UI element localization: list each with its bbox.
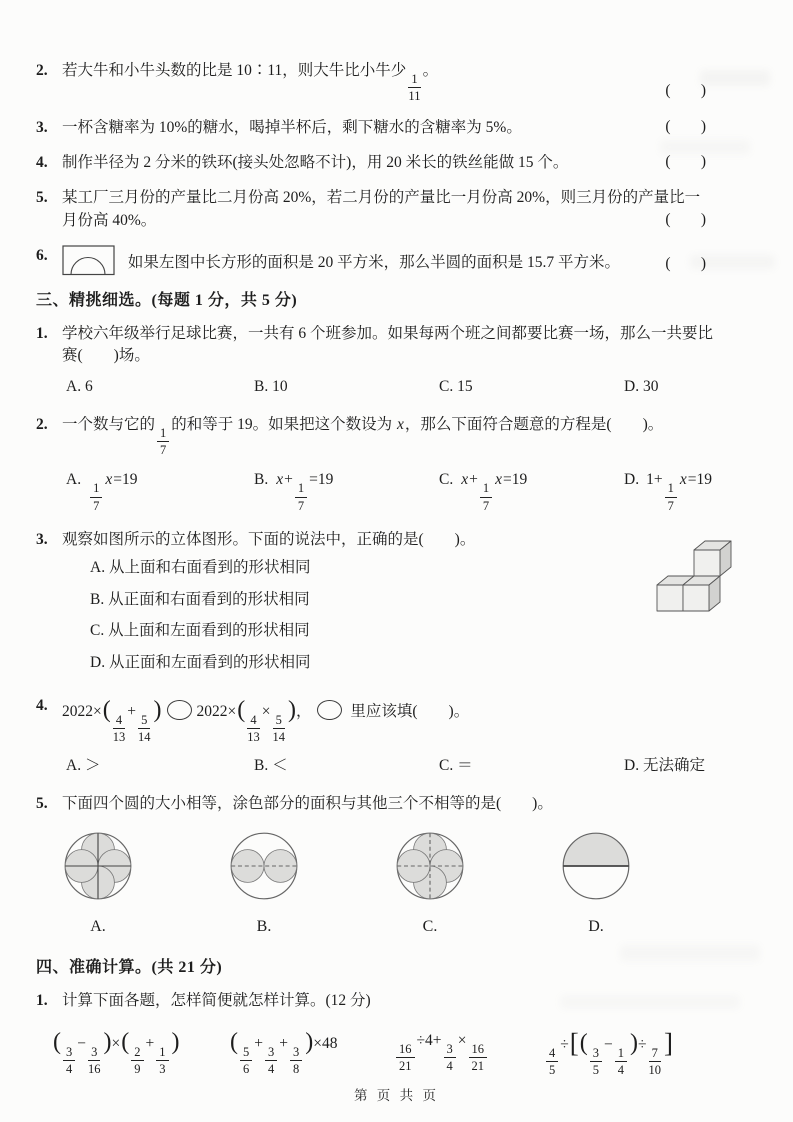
page-content (36, 60, 753, 1090)
tf-item-3 (36, 117, 753, 139)
option-c: C. 从上面和左面看到的形状相同 (90, 622, 310, 640)
question-text: 一个数与它的 $\frac{1}{7}$ 的和等于 19。如果把这个数设为 x，那么下面符合题意的方程是( )。 (62, 415, 664, 458)
s-band-circle-dashed-line (224, 826, 304, 906)
tf-item-2 (36, 60, 753, 104)
mc-question-4 (36, 695, 753, 781)
option-b: B. x+ $\frac{1}{7}$ =19 (254, 471, 334, 513)
item-number: 2. (36, 62, 48, 79)
mc-question-5 (36, 793, 753, 940)
answer-bracket: ( ) (665, 152, 707, 170)
item-number: 2. (36, 415, 48, 433)
circle-figures-row (58, 826, 713, 939)
item-number: 4. (36, 153, 48, 171)
tf-item-6 (36, 245, 753, 276)
item-text: 制作半径为 2 分米的铁环(接头处忽略不计)，用 20 米长的铁丝能做 15 个。 (62, 153, 569, 171)
rect-semicircle-figure (62, 245, 116, 276)
mc-question-1 (36, 323, 753, 402)
options-row (66, 376, 713, 398)
calculation-section (36, 990, 753, 1078)
option-d: D. 无法确定 (624, 756, 705, 774)
item-text: 若大牛和小牛头数的比是 10∶11，则大牛比小牛少 $\frac{1}{11}$ 。 (62, 62, 439, 104)
item-number: 3. (36, 530, 48, 548)
item-text: 一杯含糖率为 10%的糖水，喝掉半杯后，剩下糖水的含糖率为 5%。 (62, 118, 522, 136)
option-c: C. 15 (439, 377, 473, 395)
question-text: 2022×( $\frac{4}{13}$ + $\frac{5}{14}$ ) 2022×( $\frac{4}{13}$ × $\frac{5}{14}$ )， 里应该填( )。 (62, 697, 470, 745)
circle-figure-d (556, 826, 636, 939)
option-d: D. 30 (624, 377, 659, 395)
option-d: D. 从正面和左面看到的形状相同 (90, 653, 311, 671)
item-number: 4. (36, 697, 48, 715)
multiple-choice-section (36, 323, 753, 941)
half-shaded-circle (556, 826, 636, 906)
figure-label: B. (256, 918, 272, 936)
tf-item-5 (36, 187, 753, 232)
answer-bracket: ( ) (665, 117, 707, 135)
options-list (90, 557, 713, 674)
circle-figure-a (58, 826, 138, 939)
expression-4: $\frac{4}{5}$ ÷[( $\frac{3}{5}$ − $\frac{1}{4}$ )÷ $\frac{7}{10}$ ] (544, 1026, 713, 1078)
section-3-title: 三、精挑细选。(每题 1 分，共 5 分) (36, 292, 298, 310)
circle-figure-c (390, 826, 470, 939)
option-d: D. 1+ $\frac{1}{7}$ x=19 (624, 471, 712, 513)
page-footer: 第 页 共 页 (353, 1088, 440, 1104)
option-c: C. ＝ (439, 756, 473, 774)
option-b: B. 从正面和右面看到的形状相同 (90, 590, 310, 608)
item-number: 5. (36, 189, 48, 207)
question-text: 计算下面各题，怎样简便就怎样计算。(12 分) (62, 991, 371, 1009)
options-row (66, 755, 713, 777)
option-c: C. x+ $\frac{1}{7}$ x=19 (439, 471, 528, 513)
pinwheel-circle-solid-cross (58, 826, 138, 906)
item-number: 6. (36, 247, 48, 265)
tf-item-4 (36, 152, 753, 174)
answer-bracket: ( ) (665, 82, 707, 100)
option-a: A. 6 (66, 377, 93, 395)
option-b: B. 10 (254, 377, 288, 395)
item-number: 1. (36, 991, 48, 1009)
option-a: A. ＞ (66, 756, 101, 774)
section-4-title: 四、准确计算。(共 21 分) (36, 959, 223, 977)
expressions-row (52, 1026, 713, 1078)
true-false-section (36, 60, 753, 276)
item-text: 某工厂三月份的产量比二月份高 20%，若二月份的产量比一月份高 20%，则三月份的产量比一月份高 40%。 (62, 189, 701, 229)
item-text: 如果左图中长方形的面积是 20 平方米，那么半圆的面积是 15.7 平方米。 (127, 254, 621, 272)
option-a: A. 从上面和右面看到的形状相同 (90, 559, 311, 577)
option-b: B. ＜ (254, 756, 288, 774)
figure-label: D. (588, 918, 604, 936)
item-number: 5. (36, 795, 48, 813)
expression-3: $\frac{16}{21}$ ÷4+ $\frac{3}{4}$ × $\frac{16}{21}$ (394, 1030, 544, 1074)
question-text: 下面四个圆的大小相等，涂色部分的面积与其他三个不相等的是( )。 (62, 795, 553, 813)
cube-stack-figure (649, 539, 737, 615)
option-a: A. $\frac{1}{7}$ x=19 (66, 471, 138, 513)
question-text: 学校六年级举行足球比赛，一共有 6 个班参加。如果每两个班之间都要比赛一场，那么一共要比赛( )场。 (62, 324, 714, 365)
answer-bracket: ( ) (665, 210, 707, 228)
question-text: 观察如图所示的立体图形。下面的说法中，正确的是( )。 (62, 530, 476, 548)
mc-question-2 (36, 414, 753, 517)
item-number: 1. (36, 324, 48, 342)
options-row (66, 469, 713, 513)
expression-1: ( $\frac{3}{4}$ − $\frac{3}{16}$ )×( $\frac{2}{9}$ + $\frac{1}{3}$ ) (53, 1029, 179, 1077)
circle-figure-b (224, 826, 304, 939)
pinwheel-circle-dashed-cross (390, 826, 470, 906)
calc-question-1 (36, 990, 753, 1078)
figure-label: A. (90, 918, 106, 936)
expression-2: ( $\frac{5}{6}$ + $\frac{3}{4}$ + $\frac{3}{8}$ )×48 (230, 1029, 338, 1077)
answer-bracket: ( ) (665, 254, 707, 272)
mc-question-3 (36, 529, 753, 683)
figure-label: C. (422, 918, 438, 936)
item-number: 3. (36, 118, 48, 136)
